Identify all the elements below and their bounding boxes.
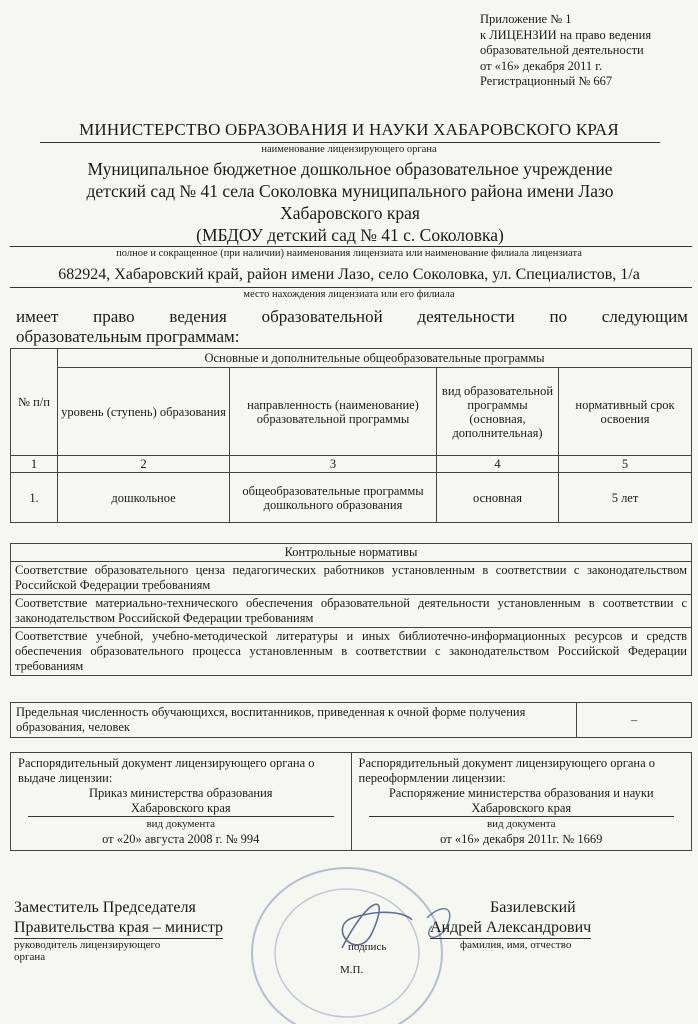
rights-word: по bbox=[549, 307, 568, 326]
licensee-line: детский сад № 41 села Соколовка муниципального района имени Лазо bbox=[86, 181, 614, 201]
index-cell: 2 bbox=[58, 456, 230, 473]
control-norms-table bbox=[10, 543, 692, 676]
position-line: Заместитель Председателя bbox=[14, 899, 196, 916]
issue-order-title: Распорядительный документ лицензирующего органа о выдаче лицензии: bbox=[18, 756, 315, 785]
control-norm-item: Соответствие материально-технического обеспечения образовательной деятельности установленным в соответствии с законодательством Российской Федерации требованиям bbox=[11, 595, 692, 628]
col-term-header: нормативный срок освоения bbox=[559, 368, 692, 456]
index-row bbox=[11, 456, 692, 473]
rights-statement bbox=[16, 307, 688, 347]
address-caption: место нахождения лицензиата или его филиала bbox=[243, 289, 455, 300]
index-cell: 1 bbox=[11, 456, 58, 473]
control-norms-header: Контрольные нормативы bbox=[11, 544, 692, 562]
student-limit-table bbox=[10, 702, 692, 738]
sign-caption: подпись bbox=[348, 941, 387, 953]
issue-order-cell bbox=[11, 753, 352, 851]
row-level: дошкольное bbox=[58, 473, 230, 523]
stamp-caption: М.П. bbox=[340, 964, 364, 976]
row-num: 1. bbox=[11, 473, 58, 523]
table-row bbox=[11, 473, 692, 523]
issue-order-doc: Хабаровского края bbox=[28, 801, 334, 817]
rights-line-2: образовательным программам: bbox=[16, 327, 240, 346]
ministry-name: МИНИСТЕРСТВО ОБРАЗОВАНИЯ И НАУКИ ХАБАРОВСКОГО КРАЯ bbox=[79, 120, 619, 139]
col-type-header: вид образовательной программы (основная, дополнительная) bbox=[437, 368, 559, 456]
row-term: 5 лет bbox=[559, 473, 692, 523]
control-norm-item: Соответствие учебной, учебно-методической литературы и иных библиотечно-информационных ресурсов и средств обеспечения образовательного процесса установленным в соответствии с законодательством Российской Федерации требованиям bbox=[11, 628, 692, 676]
col-direction-header: направленность (наименование) образовательной программы bbox=[230, 368, 437, 456]
licensee-caption: полное и сокращенное (при наличии) наименования лицензиата или наименование филиала лицензиата bbox=[116, 248, 582, 259]
position-caption: органа bbox=[14, 951, 46, 963]
index-cell: 3 bbox=[230, 456, 437, 473]
appendix-line: к ЛИЦЕНЗИИ на право ведения bbox=[480, 27, 652, 42]
issue-order-doc: Приказ министерства образования bbox=[88, 786, 273, 800]
licensee-line: Муниципальное бюджетное дошкольное образовательное учреждение bbox=[87, 159, 613, 179]
reissue-order-cell bbox=[351, 753, 692, 851]
student-limit-label: Предельная численность обучающихся, воспитанников, приведенная к очной форме получения образования, человек bbox=[11, 703, 577, 738]
index-cell: 5 bbox=[559, 456, 692, 473]
appendix-line: Приложение № 1 bbox=[480, 12, 572, 26]
signatory-given-name: Андрей Александрович bbox=[430, 918, 591, 939]
control-norm-item: Соответствие образовательного ценза педагогических работников установленным в соответствии с законодательством Российской Федерации требованиям bbox=[11, 562, 692, 595]
appendix-line: от «16» декабря 2011 г. bbox=[480, 58, 603, 73]
ministry-title bbox=[0, 120, 698, 140]
signatory-surname: Базилевский bbox=[490, 899, 576, 916]
programs-group-header: Основные и дополнительные общеобразовательные программы bbox=[58, 349, 692, 368]
licensee-name bbox=[40, 158, 660, 246]
rights-word: имеет bbox=[16, 307, 59, 326]
student-limit-value: – bbox=[577, 703, 692, 738]
rights-line-1 bbox=[16, 307, 688, 327]
reissue-order-title: Распорядительный документ лицензирующего органа о переоформлении лицензии: bbox=[358, 756, 656, 785]
rights-word: образовательной bbox=[261, 307, 383, 326]
appendix-line: Регистрационный № 667 bbox=[480, 74, 613, 88]
ministry-caption: наименование лицензирующего органа bbox=[261, 144, 437, 155]
signatory-caption: фамилия, имя, отчество bbox=[460, 939, 572, 951]
licensee-line: (МБДОУ детский сад № 41 с. Соколовка) bbox=[196, 225, 504, 245]
rights-word: деятельности bbox=[417, 307, 515, 326]
programs-table bbox=[10, 348, 692, 523]
reissue-order-doc: Хабаровского края bbox=[369, 801, 675, 817]
issue-order-caption: вид документа bbox=[146, 818, 216, 830]
col-num-header: № п/п bbox=[11, 349, 58, 456]
position-caption: руководитель лицензирующего bbox=[14, 939, 161, 951]
divider bbox=[40, 142, 660, 143]
rights-word: ведения bbox=[169, 307, 227, 326]
appendix-header bbox=[480, 12, 651, 90]
orders-table bbox=[10, 752, 692, 851]
signatory-name bbox=[430, 898, 591, 951]
reissue-order-doc: Распоряжение министерства образования и науки bbox=[388, 786, 654, 800]
rights-word: следующим bbox=[601, 307, 688, 326]
position-line: Правительства края – министр bbox=[14, 918, 223, 939]
official-stamp bbox=[232, 858, 462, 1024]
signatory-position bbox=[14, 898, 223, 963]
reissue-order-date: от «16» декабря 2011г. № 1669 bbox=[440, 832, 603, 846]
divider bbox=[10, 246, 692, 247]
rights-word: право bbox=[93, 307, 135, 326]
col-level-header: уровень (ступень) образования bbox=[58, 368, 230, 456]
reissue-order-caption: вид документа bbox=[486, 818, 556, 830]
index-cell: 4 bbox=[437, 456, 559, 473]
licensee-line: Хабаровского края bbox=[280, 203, 420, 223]
row-direction: общеобразовательные программы дошкольного образования bbox=[230, 473, 437, 523]
appendix-line: образовательной деятельности bbox=[480, 43, 644, 57]
licensee-address: 682924, Хабаровский край, район имени Лазо, село Соколовка, ул. Специалистов, 1/а bbox=[58, 266, 640, 283]
issue-order-date: от «20» августа 2008 г. № 994 bbox=[102, 832, 260, 846]
row-type: основная bbox=[437, 473, 559, 523]
divider bbox=[10, 287, 692, 288]
